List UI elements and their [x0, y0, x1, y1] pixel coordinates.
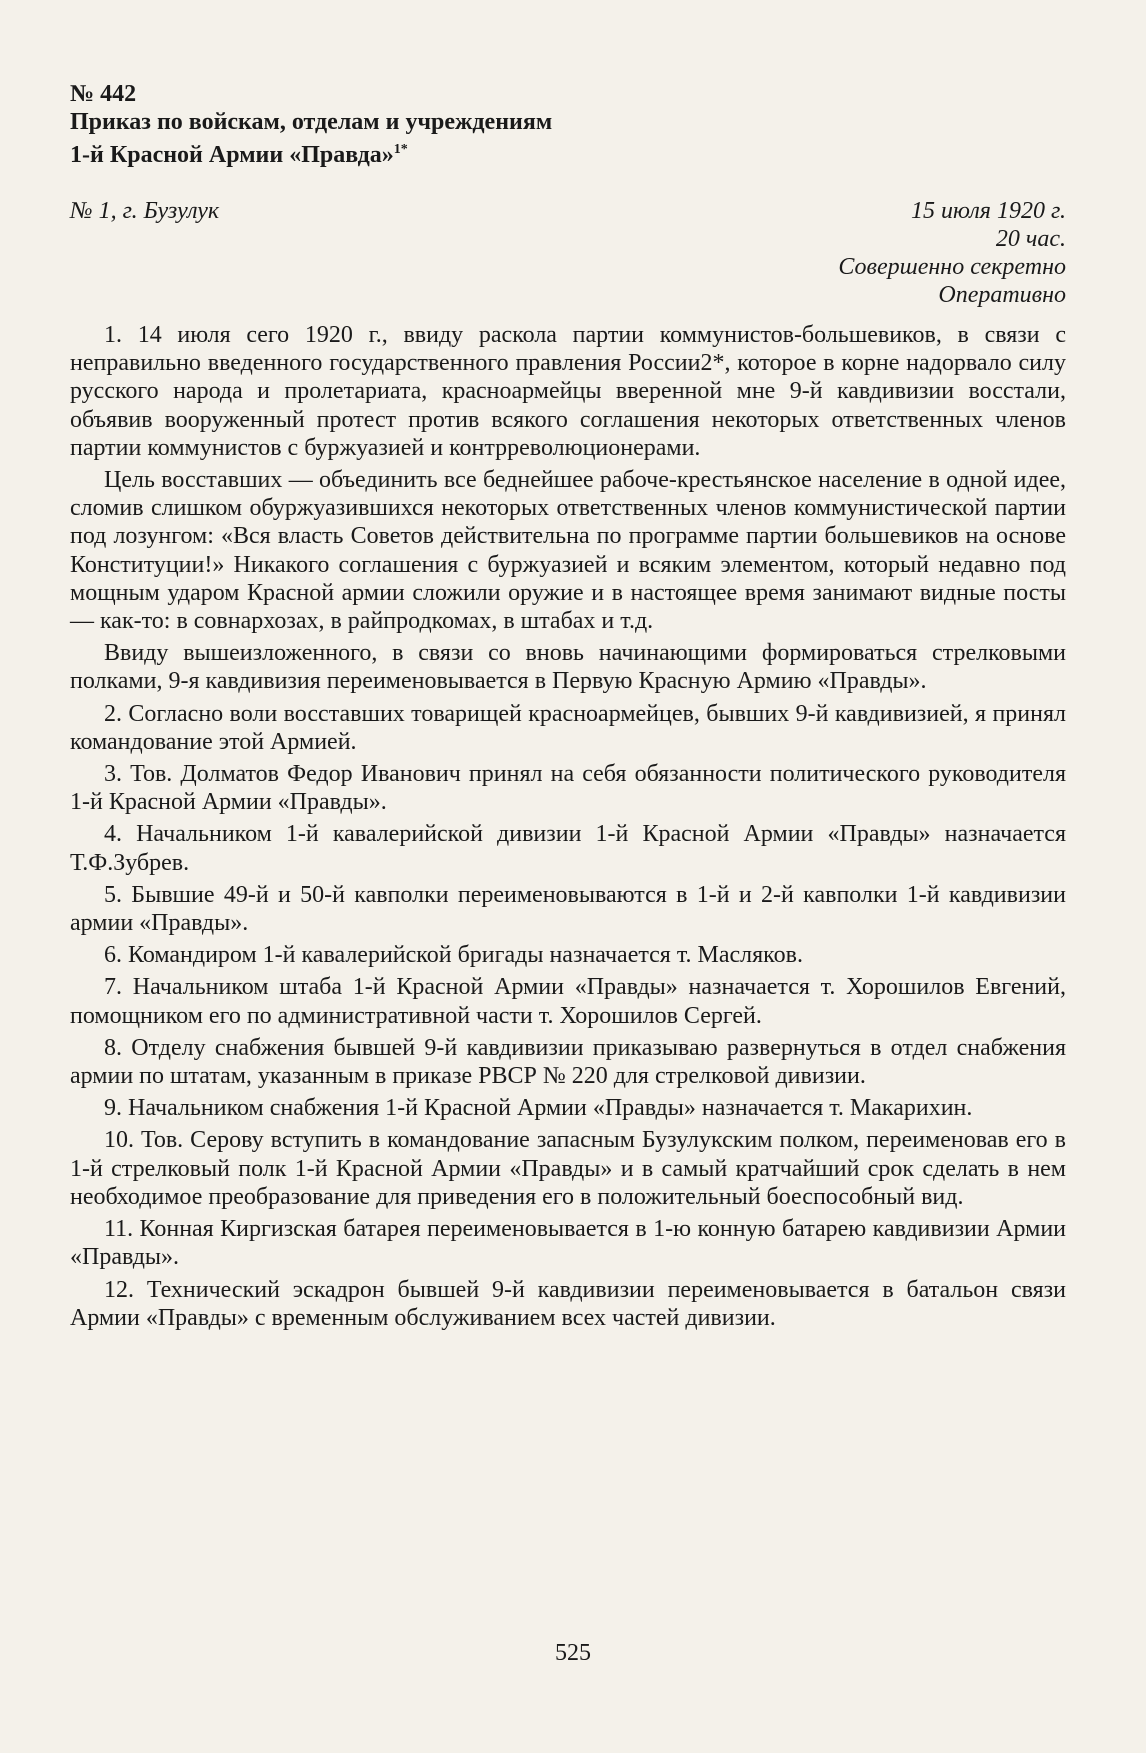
- paragraph: Цель восставших — объединить все беднейшее рабоче-крестьянское население в одной идее, сломив слишком обуржуазившихся некоторых ответственных членов коммунистической партии под лозунгом: «Вся власть Советов действительна по программе партии большевиков на основе Конституции!» Никакого соглашения с буржуазией и всяким элементом, который недавно под мощным ударом Красной армии сложили оружие и в настоящее время занимают видные посты — как-то: в совнархозах, в райпродкомах, в штабах и т.д.: [70, 467, 1066, 635]
- paragraph: 3. Тов. Долматов Федор Иванович принял на себя обязанности политического руководителя 1-й Красной Армии «Правды».: [70, 761, 1066, 816]
- paragraph: 6. Командиром 1-й кавалерийской бригады назначается т. Масляков.: [104, 942, 803, 969]
- document-number: № 442: [70, 81, 137, 107]
- classification-operative: Оперативно: [938, 282, 1066, 308]
- paragraph: 4. Начальником 1-й кавалерийской дивизии 1-й Красной Армии «Правды» назначается Т.Ф.Зубрев.: [70, 821, 1066, 876]
- paragraph: 9. Начальником снабжения 1-й Красной Армии «Правды» назначается т. Макарихин.: [104, 1095, 973, 1122]
- document-title-line2: 1-й Красной Армии «Правда»: [70, 142, 394, 168]
- paragraph: 12. Технический эскадрон бывшей 9-й кавдивизии переименовывается в батальон связи Армии «Правды» с временным обслуживанием всех частей дивизии.: [70, 1276, 1066, 1331]
- paragraph: 10. Тов. Серову вступить в командование запасным Бузулукским полком, переименовав его в 1-й стрелковый полк 1-й Красной Армии «Правды» и в самый кратчайший срок сделать в нем необходимое преобразование для приведения его в положительный боеспособный вид.: [70, 1127, 1066, 1210]
- paragraph: Ввиду вышеизложенного, в связи со вновь начинающими формироваться стрелковыми полками, 9-я кавдивизия переименовывается в Первую Красную Армию «Правды».: [70, 640, 1066, 695]
- paragraph: 8. Отделу снабжения бывшей 9-й кавдивизии приказываю развернуться в отдел снабжения армии по штатам, указанным в приказе РВСР № 220 для стрелковой дивизии.: [70, 1034, 1066, 1090]
- order-time: 20 час.: [995, 226, 1066, 252]
- paragraph: 1. 14 июля сего 1920 г., ввиду раскола партии коммунистов-большевиков, в связи с неправильно введенного государственного правления России2*, которое в корне надорвало силу русского народа и пролетариата, красноармейцы вверенной мне 9-й кавдивизии восстали, объявив вооруженный протест против всякого соглашения некоторых ответственных членов партии коммунистов с буржуазией и контрреволюционерами.: [70, 322, 1066, 461]
- title-footnote-mark: 1*: [393, 142, 408, 157]
- paragraph: 2. Согласно воли восставших товарищей красноармейцев, бывших 9-й кавдивизией, я принял командование этой Армией.: [70, 700, 1066, 755]
- order-body: [70, 321, 1066, 1332]
- page-number: 525: [555, 1640, 591, 1666]
- document-title: [70, 108, 1066, 169]
- order-date: 15 июля 1920 г.: [911, 198, 1066, 224]
- paragraph: 11. Конная Киргизская батарея переименовывается в 1-ю конную батарею кавдивизии Армии «Правды».: [70, 1216, 1066, 1271]
- classification-secret: Совершенно секретно: [838, 254, 1066, 280]
- paragraph: 5. Бывшие 49-й и 50-й кавполки переименовываются в 1-й и 2-й кавполки 1-й кавдивизии армии «Правды».: [70, 881, 1066, 937]
- document-title-line1: Приказ по войскам, отделам и учреждениям: [70, 109, 553, 135]
- order-meta-row: [70, 197, 1066, 225]
- order-place: № 1, г. Бузулук: [70, 198, 220, 224]
- paragraph: 7. Начальником штаба 1-й Красной Армии «Правды» назначается т. Хорошилов Евгений, помощником его по административной части т. Хорошилов Сергей.: [70, 974, 1066, 1029]
